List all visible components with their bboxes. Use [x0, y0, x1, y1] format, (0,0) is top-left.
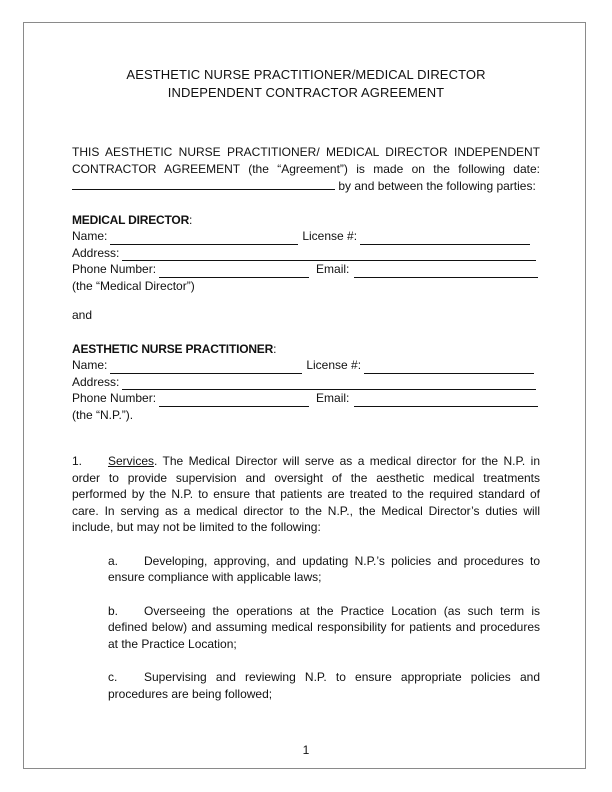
- np-name-label: Name:: [72, 358, 108, 372]
- item-c-text: Supervising and reviewing N.P. to ensure appropriate policies and procedures are being followed;: [108, 670, 540, 701]
- md-address-label: Address:: [72, 245, 120, 260]
- md-address-field[interactable]: [122, 248, 536, 261]
- md-name-row: [72, 228, 540, 245]
- np-name-row: [72, 357, 540, 374]
- md-email-field[interactable]: [354, 265, 538, 278]
- item-a-text: Developing, approving, and updating N.P.’s policies and procedures to ensure compliance with applicable laws;: [108, 553, 540, 584]
- item-b-text: Overseeing the operations at the Practice Location (as such term is defined below) and assuming medical responsibility for patients and procedures at the Practice Location;: [108, 603, 540, 651]
- medical-director-heading: MEDICAL DIRECTOR:: [72, 212, 193, 227]
- intro-tail: by and between the following parties:: [338, 179, 536, 193]
- section-1: [72, 453, 540, 536]
- np-phone-field[interactable]: [159, 394, 309, 407]
- md-license-field[interactable]: [360, 232, 530, 245]
- md-phone-row: [72, 261, 540, 278]
- md-email-label: Email:: [316, 262, 350, 276]
- section-1-item-b: [72, 603, 540, 653]
- section-1-item-c: [72, 669, 540, 702]
- intro-paragraph: [72, 144, 540, 195]
- np-license-field[interactable]: [364, 361, 534, 374]
- md-phone-label: Phone Number:: [72, 262, 157, 276]
- document-body: [72, 66, 540, 702]
- md-name-field[interactable]: [110, 232, 298, 245]
- section-1-caption: Services: [108, 454, 155, 468]
- np-address-row: [72, 374, 540, 391]
- section-1-number: 1.: [72, 454, 83, 468]
- item-c-letter: c.: [108, 670, 118, 684]
- np-phone-label: Phone Number:: [72, 391, 157, 405]
- np-email-label: Email:: [316, 391, 350, 405]
- np-phone-row: [72, 390, 540, 407]
- section-1-body: . The Medical Director will serve as a medical director for the N.P. in order to provide supervision and oversight of the aesthetic medical treatments performed by the N.P. to ensure that patients are treated to the required standard of care. In serving as a medical director to the N.P., the Medical Director’s duties will include, but may not be limited to the following:: [72, 454, 540, 534]
- np-address-field[interactable]: [122, 377, 536, 390]
- intro-text: THIS AESTHETIC NURSE PRACTITIONER/ MEDICAL DIRECTOR INDEPENDENT CONTRACTOR AGREEMENT (the “Agreement”) is made on the following date:: [72, 145, 540, 176]
- page-number: 1: [302, 743, 310, 757]
- agreement-date-blank[interactable]: [72, 177, 335, 190]
- np-name-field[interactable]: [110, 361, 302, 374]
- md-designation: (the “Medical Director”): [72, 278, 195, 293]
- np-email-field[interactable]: [354, 394, 538, 407]
- np-address-label: Address:: [72, 374, 120, 389]
- title-line-2: INDEPENDENT CONTRACTOR AGREEMENT: [167, 85, 445, 100]
- document-title: [72, 66, 540, 102]
- item-b-letter: b.: [108, 603, 119, 618]
- np-license-label: License #:: [306, 358, 362, 372]
- conjunction-and: and: [72, 308, 93, 322]
- nurse-practitioner-heading: AESTHETIC NURSE PRACTITIONER:: [72, 341, 277, 356]
- md-license-label: License #:: [302, 229, 358, 243]
- np-designation: (the “N.P.”).: [72, 407, 134, 422]
- section-1-item-a: [72, 553, 540, 586]
- md-name-label: Name:: [72, 229, 108, 243]
- md-address-row: [72, 245, 540, 262]
- title-line-1: AESTHETIC NURSE PRACTITIONER/MEDICAL DIRECTOR: [126, 67, 486, 82]
- md-phone-field[interactable]: [159, 265, 309, 278]
- item-a-letter: a.: [108, 553, 119, 568]
